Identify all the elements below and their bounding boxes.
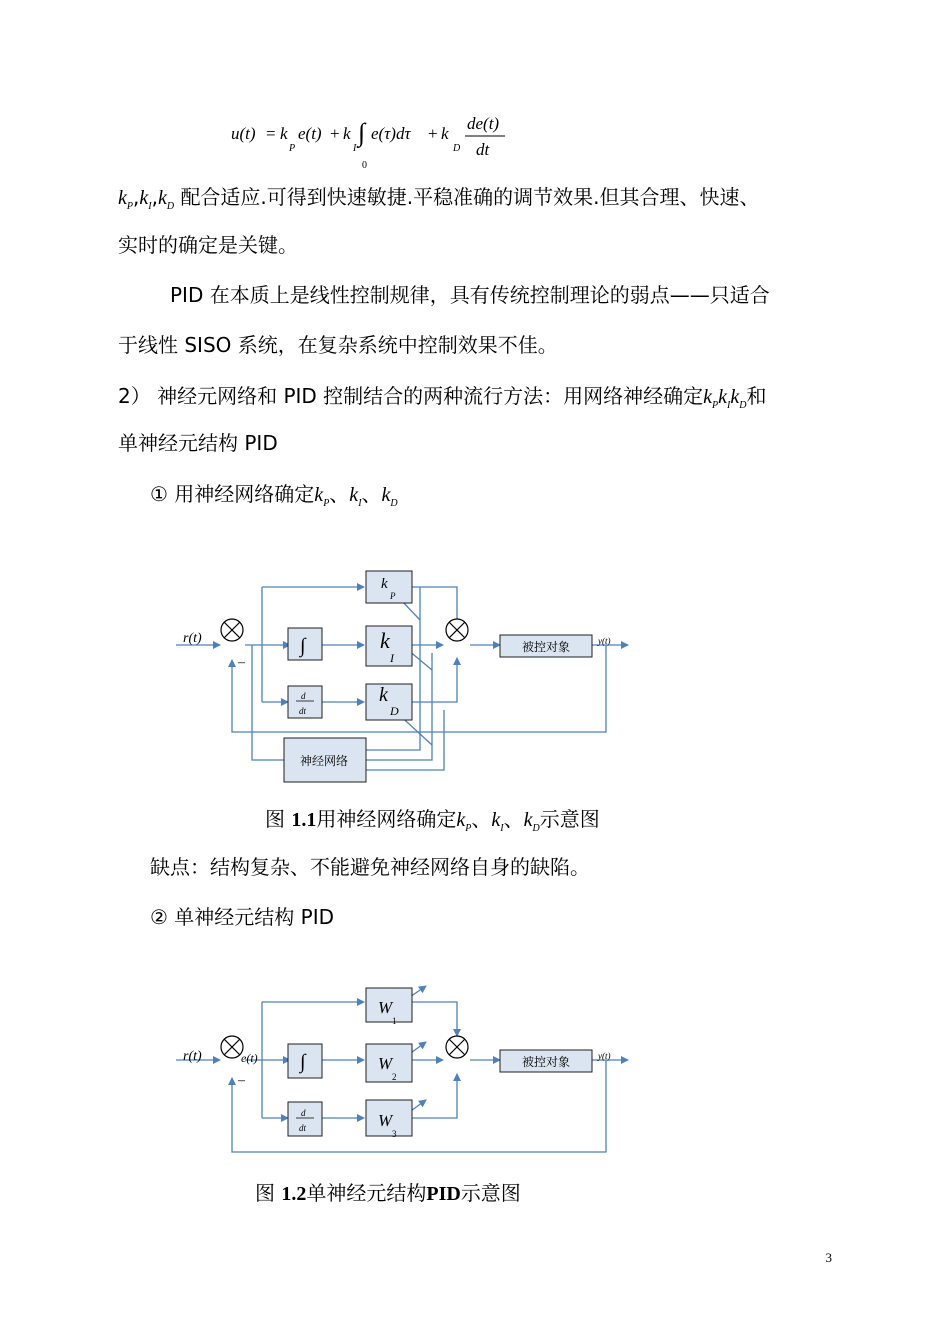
kd-block <box>366 684 412 720</box>
figure-1-2-caption <box>255 1177 521 1206</box>
kp-sub: P <box>390 591 396 601</box>
page-number: 3 <box>825 1250 832 1265</box>
caption-suffix: 示意图 <box>539 807 600 831</box>
k-d-sub: D <box>739 400 747 411</box>
figure-1-2-diagram <box>0 980 950 1160</box>
formula-kp-sub: P <box>289 143 296 154</box>
w3-sub: 3 <box>392 1129 397 1139</box>
para2-line2: 于线性 SISO 系统，在复杂系统中控制效果不佳。 <box>118 333 558 357</box>
k-d: k <box>730 386 740 408</box>
w1-sub: 1 <box>392 1016 397 1026</box>
formula-plus1: + <box>330 124 340 143</box>
integral-symbol: ∫ <box>300 635 306 657</box>
k-d-sub: D <box>532 823 540 834</box>
k-d-sub: D <box>390 498 398 509</box>
separator: 、 <box>471 807 492 831</box>
caption-number: 1.2 <box>281 1183 307 1205</box>
formula-kp: k <box>280 124 288 143</box>
para3-line2: 单神经元结构 PID <box>118 431 278 455</box>
k-p-sub: P <box>323 498 330 509</box>
ki-label: k <box>380 628 390 653</box>
caption-text: 用神经网络确定 <box>316 807 457 831</box>
para3-text-b: 和 <box>746 384 767 408</box>
item1-heading <box>150 480 398 518</box>
kd-label: k <box>379 684 388 706</box>
para3-text-a: 2） 神经元网络和 PID 控制结合的两种流行方法：用网络神经确定 <box>118 384 704 408</box>
k-p: k <box>314 484 324 506</box>
formula-e1: e(t) <box>298 124 322 143</box>
error-label: e(t) <box>241 1051 258 1065</box>
output-label: y(t) <box>598 1051 611 1061</box>
item2-heading: ② 单神经元结构 PID <box>150 905 335 929</box>
comma: , <box>133 185 140 209</box>
formula-ki: k <box>343 124 351 143</box>
output-label: y(t) <box>598 636 611 646</box>
formula-num: de(t) <box>467 114 500 133</box>
formula-integral-sign: ∫ <box>358 118 366 147</box>
integral-symbol: ∫ <box>300 1051 306 1073</box>
para1-line1 <box>118 183 760 221</box>
formula-ki-sub: I <box>353 143 357 154</box>
drawback-text: 缺点：结构复杂、不能避免神经网络自身的缺陷。 <box>150 855 590 879</box>
comma: , <box>151 185 158 209</box>
separator: 、 <box>503 807 524 831</box>
figure-1-1-diagram <box>0 560 950 790</box>
k-p: k <box>703 386 713 408</box>
caption-prefix: 图 <box>265 807 285 831</box>
kp-label: k <box>381 576 388 592</box>
k-i: k <box>718 386 728 408</box>
caption-number: 1.1 <box>291 809 317 831</box>
para3-line1 <box>118 382 767 420</box>
caption-pid: PID <box>426 1183 461 1205</box>
k-i: k <box>491 809 501 831</box>
wire-w3-sum <box>412 1074 457 1118</box>
separator: 、 <box>329 482 350 506</box>
w1-label: W <box>378 998 393 1017</box>
formula-den: dt <box>476 140 490 159</box>
plant-label: 被控对象 <box>522 1055 571 1069</box>
input-label: r(t) <box>183 1049 202 1064</box>
formula-plus2: + <box>428 124 438 143</box>
kd-sub: D <box>390 704 399 718</box>
k-p: k <box>118 187 127 209</box>
kp-block <box>366 571 412 603</box>
d-numerator: d <box>301 1108 306 1118</box>
item1-label: ① 用神经网络确定 <box>150 482 315 506</box>
k-p-sub: P <box>126 201 133 212</box>
k-p: k <box>456 809 466 831</box>
figure-1-1-caption <box>265 803 600 834</box>
pid-formula <box>225 108 525 174</box>
d-denominator: dt <box>299 706 307 716</box>
k-d: k <box>157 187 167 209</box>
k-i: k <box>139 187 149 209</box>
k-i-sub: I <box>148 201 152 212</box>
plant-label: 被控对象 <box>522 640 571 654</box>
formula-kd: k <box>441 124 449 143</box>
formula-integral-lower: 0 <box>362 160 367 171</box>
wire-w1-sum <box>412 1002 457 1036</box>
k-i-sub: I <box>727 400 731 411</box>
para1-text1: 配合适应.可得到快速敏捷.平稳准确的调节效果.但其合理、快速、 <box>180 185 760 209</box>
minus-sign: – <box>238 655 245 670</box>
caption-suffix: 示意图 <box>460 1181 521 1205</box>
k-d-sub: D <box>166 201 175 212</box>
w3-label: W <box>378 1111 393 1130</box>
k-p-sub: P <box>465 823 472 834</box>
k-i: k <box>349 484 359 506</box>
k-d: k <box>523 809 533 831</box>
k-d: k <box>381 484 391 506</box>
formula-integrand: e(τ)dτ <box>371 124 411 143</box>
formula-eq: = <box>266 124 276 143</box>
ki-sub: I <box>390 651 394 665</box>
input-label: r(t) <box>183 631 202 646</box>
w2-sub: 2 <box>392 1072 397 1082</box>
wire-kd-sum <box>412 658 457 702</box>
caption-text: 单神经元结构 <box>306 1181 427 1205</box>
k-p-sub: P <box>712 400 719 411</box>
para1-line2: 实时的确定是关键。 <box>118 233 298 257</box>
d-denominator: dt <box>299 1123 307 1133</box>
d-numerator: d <box>301 691 306 701</box>
k-i-sub: I <box>358 498 362 509</box>
caption-prefix: 图 <box>255 1181 275 1205</box>
para2-line1: PID 在本质上是线性控制规律，具有传统控制理论的弱点——只适合 <box>170 283 770 307</box>
separator: 、 <box>361 482 382 506</box>
w2-label: W <box>378 1054 393 1073</box>
minus-sign: – <box>238 1073 245 1088</box>
formula-lhs: u(t) <box>231 124 256 143</box>
nn-label: 神经网络 <box>300 754 349 768</box>
k-i-sub: I <box>500 823 504 834</box>
formula-kd-sub: D <box>453 143 461 154</box>
